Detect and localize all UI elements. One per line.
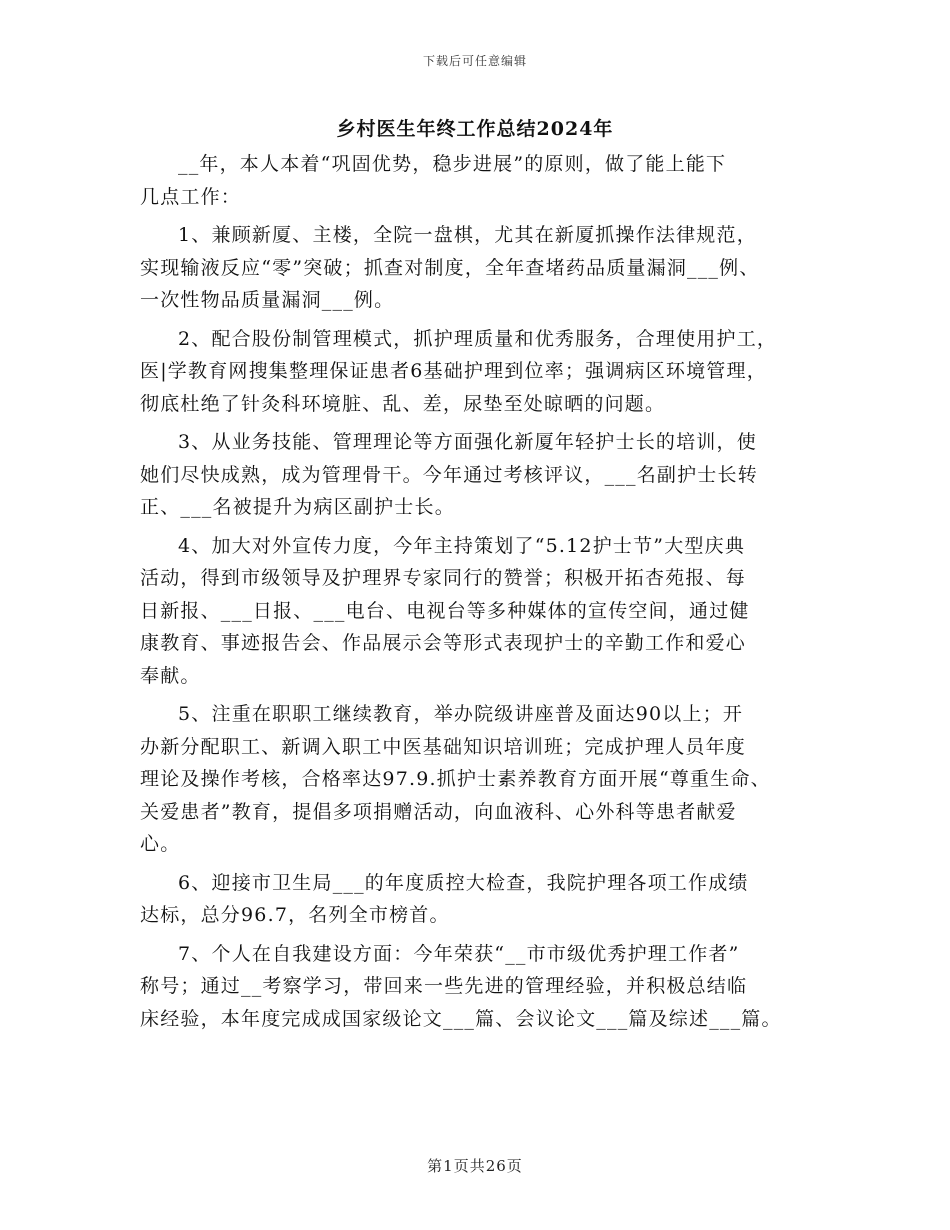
paragraph-line: 床经验，本年度完成成国家级论文___篇、会议论文___篇及综述___篇。 [140, 1007, 782, 1030]
paragraph-item-3 [140, 426, 820, 524]
paragraph-line: 4、加大对外宣传力度，今年主持策划了“5.12护士节”大型庆典 [178, 534, 746, 557]
paragraph-item-4 [140, 530, 820, 693]
paragraph-line: 彻底杜绝了针灸科环境脏、乱、差，尿垫至处晾晒的问题。 [140, 392, 666, 415]
document-title: 乡村医生年终工作总结2024年 [336, 118, 614, 140]
paragraph-line: 称号；通过__考察学习，带回来一些先进的管理经验，并积极总结临 [140, 975, 748, 997]
paragraph-line: 几点工作： [140, 185, 242, 208]
paragraph-line: 理论及操作考核，合格率达97.9.抓护士素养教育方面开展“尊重生命、 [140, 768, 771, 790]
paragraph-line: 3、从业务技能、管理理论等方面强化新厦年轻护士长的培训，使 [178, 431, 757, 453]
paragraph-line: 正、___名被提升为病区副护士长。 [140, 496, 455, 518]
paragraph-item-5 [140, 698, 820, 861]
paragraph-line: 2、配合股份制管理模式，抓护理质量和优秀服务，合理使用护工， [178, 327, 778, 350]
header-note: 下载后可任意编辑 [422, 54, 527, 68]
paragraph-line: 日新报、___日报、___电台、电视台等多种媒体的宣传空间，通过健 [140, 599, 750, 622]
paragraph-line: __年，本人本着“巩固优势，稳步进展”的原则，做了能上能下 [178, 153, 727, 175]
paragraph-line: 办新分配职工、新调入职工中医基础知识培训班；完成护理人员年度 [140, 735, 747, 758]
paragraph-line: 6、迎接市卫生局___的年度质控大检查，我院护理各项工作成绩 [178, 871, 749, 894]
paragraph-line: 她们尽快成熟，成为管理骨干。今年通过考核评议，___名副护士长转 [140, 463, 758, 486]
page-number: 第1页共26页 [427, 1157, 523, 1175]
paragraph-line: 心。 [140, 833, 181, 855]
paragraph-line: 活动，得到市级领导及护理界专家同行的赞誉；积极开拓杏苑报、每 [140, 567, 747, 589]
document-body [140, 148, 820, 1041]
paragraph-line: 1、兼顾新厦、主楼，全院一盘棋，尤其在新厦抓操作法律规范， [178, 224, 757, 246]
paragraph-item-1 [140, 219, 820, 317]
paragraph-line: 康教育、事迹报告会、作品展示会等形式表现护士的辛勤工作和爱心 [140, 632, 747, 654]
paragraph-line: 奉献。 [140, 664, 201, 687]
paragraph-line: 关爱患者”教育，提倡多项捐赠活动，向血液科、心外科等患者献爱 [140, 800, 737, 823]
paragraph-line: 7、个人在自我建设方面：今年荣获“__市市级优秀护理工作者” [178, 942, 740, 965]
paragraph-line: 医|学教育网搜集整理保证患者6基础护理到位率；强调病区环境管理， [140, 360, 767, 382]
paragraph-item-7 [140, 938, 820, 1036]
paragraph-line: 达标，总分96.7，名列全市榜首。 [140, 904, 450, 926]
paragraph-item-6 [140, 867, 820, 932]
paragraph-item-2 [140, 323, 820, 421]
paragraph-line: 5、注重在职职工继续教育，举办院级讲座普及面达90以上；开 [178, 703, 744, 725]
paragraph-line: 一次性物品质量漏洞___例。 [140, 289, 395, 311]
paragraph-intro [140, 148, 820, 213]
paragraph-line: 实现输液反应“零”突破；抓查对制度，全年查堵药品质量漏洞___例、 [140, 256, 760, 279]
